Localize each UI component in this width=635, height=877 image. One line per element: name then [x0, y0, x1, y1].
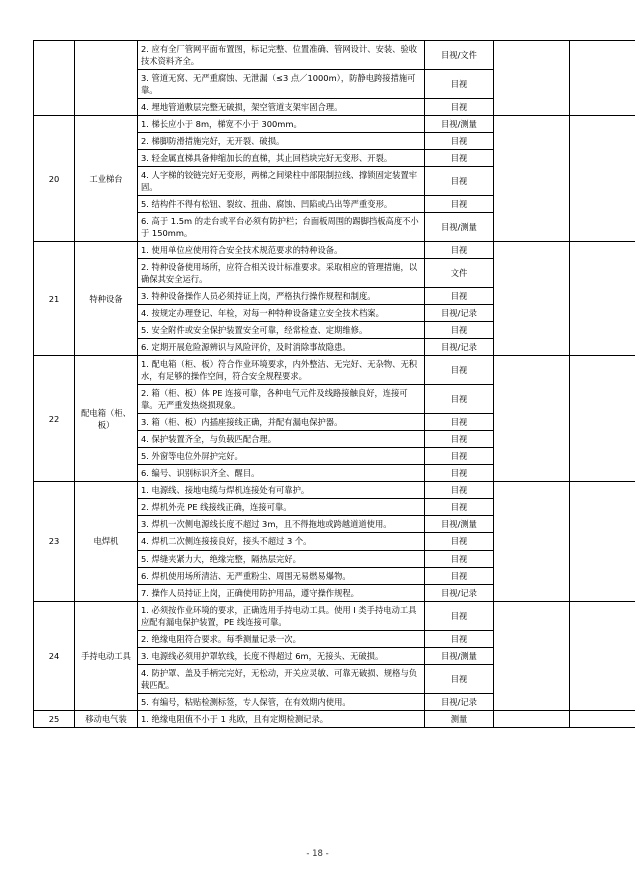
row-method: 目视/记录: [425, 584, 494, 601]
row-method: 目视: [425, 70, 494, 99]
row-method: 目视: [425, 414, 494, 431]
row-content: 5. 安全附件或安全保护装置安全可靠，经常检查、定期维修。: [138, 322, 425, 339]
table-row: [34, 356, 635, 385]
row-blank-2: [570, 482, 635, 601]
row-method: 目视/记录: [425, 305, 494, 322]
row-number: 21: [34, 242, 75, 356]
row-item: [75, 41, 138, 116]
row-method: 目视: [425, 196, 494, 213]
row-method: 目视: [425, 288, 494, 305]
row-number: [34, 41, 75, 116]
row-content: 1. 电源线、接地电缆与焊机连接处有可靠护。: [138, 482, 425, 499]
row-content: 2. 箱（柜、板）体 PE 连接可靠，各种电气元件及线路接触良好，连接可靠。无严重发热烧损现象。: [138, 385, 425, 414]
row-method: 目视: [425, 482, 494, 499]
row-content: 4. 人字梯的铰链完好无变形，两梯之间梁柱中部限制拉线、撑锁固定装置牢固。: [138, 167, 425, 196]
row-method: 目视: [425, 465, 494, 482]
row-method: 目视/测量: [425, 213, 494, 242]
row-content: 2. 绝缘电阻符合要求。每季测量记录一次。: [138, 630, 425, 647]
row-item: 手持电动工具: [75, 601, 138, 710]
row-blank-1: [494, 482, 570, 601]
row-number: 25: [34, 710, 75, 727]
row-content: 5. 焊缝夹紧力大，绝缘完整，隔热层完好。: [138, 550, 425, 567]
row-blank-1: [494, 356, 570, 482]
row-method: 目视: [425, 431, 494, 448]
row-method: 目视: [425, 550, 494, 567]
row-content: 1. 配电箱（柜、板）符合作业环境要求，内外整洁、无完好、无杂物、无积水，有足够的操作空间，符合安全规程要求。: [138, 356, 425, 385]
table-row: [34, 41, 635, 70]
row-method: 目视: [425, 133, 494, 150]
row-item: 特种设备: [75, 242, 138, 356]
row-blank-2: [570, 116, 635, 242]
row-method: 目视: [425, 167, 494, 196]
row-content: 3. 轻金属直梯具备伸缩加长的直梯，其止回档块完好无变形、开裂。: [138, 150, 425, 167]
row-method: 目视: [425, 385, 494, 414]
page-number: - 18 -: [306, 849, 329, 859]
row-content: 1. 梯长应小于 8m，梯宽不小于 300mm。: [138, 116, 425, 133]
row-method: 测量: [425, 710, 494, 727]
row-content: 3. 箱（柜、板）内插座接线正确，并配有漏电保护器。: [138, 414, 425, 431]
table-row: [34, 482, 635, 499]
row-method: 目视/测量: [425, 516, 494, 533]
row-method: 目视: [425, 664, 494, 693]
row-method: 目视: [425, 356, 494, 385]
inspection-table: [33, 40, 635, 728]
row-number: 20: [34, 116, 75, 242]
row-method: 文件: [425, 259, 494, 288]
row-content: 2. 焊机外壳 PE 线接线正确，连接可靠。: [138, 499, 425, 516]
row-blank-1: [494, 41, 570, 116]
table-row: [34, 710, 635, 727]
row-content: 6. 编号、识别标识齐全、醒目。: [138, 465, 425, 482]
row-method: 目视: [425, 533, 494, 550]
row-number: 22: [34, 356, 75, 482]
row-blank-2: [570, 242, 635, 356]
row-content: 5. 有编号，粘贴检测标签，专人保管，在有效期内使用。: [138, 693, 425, 710]
row-content: 6. 高于 1.5m 的走台或平台必须有防护栏；台面板周围的踢脚挡板高度不小于 150mm。: [138, 213, 425, 242]
row-method: 目视/记录: [425, 339, 494, 356]
row-method: 目视: [425, 601, 494, 630]
row-blank-2: [570, 601, 635, 710]
row-blank-2: [570, 710, 635, 727]
row-number: 23: [34, 482, 75, 601]
row-item: 电焊机: [75, 482, 138, 601]
row-content: 4. 保护装置齐全，与负载匹配合理。: [138, 431, 425, 448]
row-number: 24: [34, 601, 75, 710]
row-blank-1: [494, 601, 570, 710]
row-item: 配电箱（柜、板）: [75, 356, 138, 482]
row-method: 目视: [425, 242, 494, 259]
row-blank-1: [494, 116, 570, 242]
row-content: 6. 定期开展危险源辨识与风险评价，及时消除事故隐患。: [138, 339, 425, 356]
row-item: 移动电气装: [75, 710, 138, 727]
row-content: 2. 应有全厂管网平面布置图，标记完整、位置准确、管网设计、安装、验收技术资料齐全。: [138, 41, 425, 70]
row-method: 目视: [425, 99, 494, 116]
row-content: 6. 焊机使用场所清洁、无严重粉尘、周围无易燃易爆物。: [138, 567, 425, 584]
row-method: 目视: [425, 630, 494, 647]
row-content: 1. 绝缘电阻值不小于 1 兆欧，且有定期检测记录。: [138, 710, 425, 727]
row-method: 目视: [425, 322, 494, 339]
row-content: 3. 特种设备操作人员必须持证上岗，严格执行操作规程和制度。: [138, 288, 425, 305]
row-method: 目视/文件: [425, 41, 494, 70]
row-method: 目视: [425, 150, 494, 167]
row-method: 目视: [425, 567, 494, 584]
row-content: 4. 按规定办理登记、年检，对每一种特种设备建立安全技术档案。: [138, 305, 425, 322]
row-item: 工业梯台: [75, 116, 138, 242]
row-content: 3. 管道无窝、无严重腐蚀、无泄漏（≤3 点／1000m），防静电跨接措施可靠。: [138, 70, 425, 99]
table-row: [34, 116, 635, 133]
table-row: [34, 242, 635, 259]
row-content: 5. 外窗等电位外屏护完好。: [138, 448, 425, 465]
page-content: [33, 40, 603, 728]
row-content: 4. 埋地管道敷层完整无破损，架空管道支架牢固合理。: [138, 99, 425, 116]
row-content: 5. 结构件不得有松钮、裂纹、扭曲、腐蚀、凹陷或凸出等严重变形。: [138, 196, 425, 213]
row-content: 2. 梯脚防滑措施完好，无开裂、破损。: [138, 133, 425, 150]
table-row: [34, 601, 635, 630]
row-method: 目视/记录: [425, 693, 494, 710]
row-blank-1: [494, 242, 570, 356]
row-content: 4. 焊机二次侧连接接良好，接头不超过 3 个。: [138, 533, 425, 550]
row-method: 目视: [425, 499, 494, 516]
row-method: 目视: [425, 448, 494, 465]
row-blank-2: [570, 41, 635, 116]
row-content: 1. 必须按作业环境的要求，正确选用手持电动工具。使用 I 类手持电动工具应配有漏电保护装置，PE 线连接可靠。: [138, 601, 425, 630]
row-content: 2. 特种设备使用场所，应符合相关设计标准要求。采取相应的管理措施，以确保其安全运行。: [138, 259, 425, 288]
row-blank-2: [570, 356, 635, 482]
row-content: 7. 操作人员持证上岗，正确使用防护用品，遵守操作规程。: [138, 584, 425, 601]
row-content: 1. 使用单位应使用符合安全技术规范要求的特种设备。: [138, 242, 425, 259]
row-method: 目视/测量: [425, 116, 494, 133]
row-blank-1: [494, 710, 570, 727]
row-content: 4. 防护罩、盖及手柄完完好，无松动，开关应灵敏、可靠无破损、规格与负载匹配。: [138, 664, 425, 693]
row-content: 3. 电源线必须用护罩软线，长度不得超过 6m，无接头、无破损。: [138, 647, 425, 664]
table-body: [34, 41, 635, 728]
row-content: 3. 焊机一次侧电源线长度不超过 3m，且不得拖地或跨越道道使用。: [138, 516, 425, 533]
row-method: 目视/测量: [425, 647, 494, 664]
